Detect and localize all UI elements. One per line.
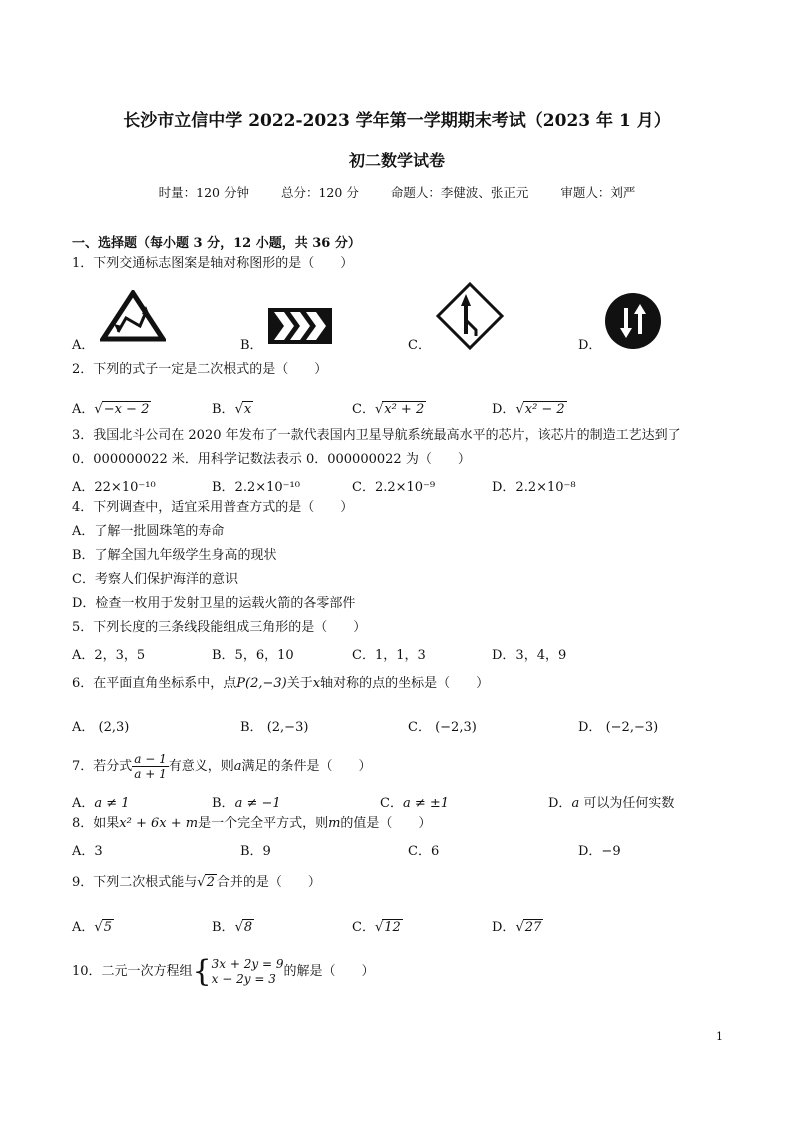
question-9-stem: 9．下列二次根式能与√2 合并的是（ ）: [72, 875, 321, 890]
q6-option-a: A． (2,3): [72, 720, 130, 735]
exam-authors: 命题人：李健波、张正元: [390, 185, 529, 200]
question-1-stem: 1．下列交通标志图案是轴对称图形的是（ ）: [72, 256, 354, 271]
fraction: $\frac{a - 1}{a + 1}$: [134, 752, 167, 781]
exam-title: 长沙市立信中学 2022-2023 学年第一学期期末考试（2023 年 1 月）: [123, 111, 671, 131]
question-7-stem: 7．若分式 $\frac{a - 1}{a + 1}$ 有意义，则a满足的条件是（ ）: [72, 752, 372, 781]
q4-option-b: B．了解全国九年级学生身高的现状: [72, 548, 277, 563]
q4-option-c: C．考察人们保护海洋的意识: [72, 572, 238, 587]
exam-subtitle: 初二数学试卷: [348, 151, 445, 170]
q5-option-c: C．1，1，3: [352, 648, 426, 663]
q2-option-b: B．√x: [212, 402, 252, 417]
q7-option-b: B．a ≠ −1: [212, 796, 281, 811]
q9-option-d: D．√27: [492, 920, 542, 935]
q8-option-a: A．3: [72, 844, 103, 859]
q6-option-c: C． (−2,3): [408, 720, 477, 735]
q5-option-b: B．5，6，10: [212, 648, 294, 663]
question-2-stem: 2．下列的式子一定是二次根式的是（ ）: [72, 362, 328, 377]
q3-option-d: D．2.2×10⁻⁸: [492, 480, 576, 495]
exam-time: 时量：120 分钟: [158, 185, 249, 200]
merge-sign-icon: [436, 282, 504, 350]
q4-option-a: A．了解一批圆珠笔的寿命: [72, 524, 225, 539]
exam-score: 总分：120 分: [280, 185, 359, 200]
page-number: 1: [716, 1030, 723, 1043]
q4-option-d: D．检查一枚用于发射卫星的运载火箭的各零部件: [72, 596, 356, 611]
q8-option-d: D．−9: [578, 844, 621, 859]
section-heading: 一、选择题（每小题 3 分，12 小题，共 36 分）: [72, 236, 361, 251]
q9-option-b: B．√8: [212, 920, 253, 935]
q8-option-c: C．6: [408, 844, 440, 859]
q7-option-c: C．a ≠ ±1: [380, 796, 450, 811]
q6-option-b: B． (2,−3): [240, 720, 309, 735]
equation-system: 3x + 2y = 9 x − 2y = 3: [211, 956, 284, 986]
q2-option-a: A．√−x − 2: [72, 402, 150, 417]
q2-option-c: C．√x² + 2: [352, 402, 425, 417]
question-3-stem-line1: 3．我国北斗公司在 2020 年发布了一款代表国内卫星导航系统最高水平的芯片，该芯片的制造工艺达到了: [72, 428, 681, 443]
q8-option-b: B．9: [240, 844, 271, 859]
q9-option-a: A．√5: [72, 920, 112, 935]
q9-option-c: C．√12: [352, 920, 401, 935]
question-8-stem: 8．如果x² + 6x + m是一个完全平方式，则m的值是（ ）: [72, 816, 432, 831]
question-3-stem-line2: 0．000000022 米．用科学记数法表示 0．000000022 为（ ）: [72, 452, 471, 467]
q2-option-d: D．√x² − 2: [492, 402, 565, 417]
q3-option-a: A．22×10⁻¹⁰: [72, 480, 156, 495]
q7-option-a: A．a ≠ 1: [72, 796, 130, 811]
question-5-stem: 5．下列长度的三条线段能组成三角形的是（ ）: [72, 620, 367, 635]
q5-option-a: A．2，3，5: [72, 648, 146, 663]
q1-option-c-label: C．: [408, 338, 431, 353]
q6-option-d: D． (−2,−3): [578, 720, 659, 735]
q3-option-b: B．2.2×10⁻¹⁰: [212, 480, 300, 495]
exam-meta: [0, 183, 794, 201]
q1-option-a-label: A．: [72, 338, 95, 353]
q1-option-d-label: D．: [578, 338, 602, 353]
turn-warning-sign-icon: [100, 290, 166, 342]
q5-option-d: D．3，4，9: [492, 648, 567, 663]
q1-option-b-label: B．: [240, 338, 263, 353]
question-4-stem: 4．下列调查中，适宜采用普查方式的是（ ）: [72, 500, 354, 515]
exam-reviewer: 审题人：刘严: [560, 185, 636, 200]
q7-option-d: D．a 可以为任何实数: [548, 796, 675, 811]
two-way-traffic-sign-icon: [604, 292, 662, 350]
question-10-stem: 10．二元一次方程组{ 3x + 2y = 9 x − 2y = 3 的解是（ ）: [72, 953, 375, 989]
chevron-sign-icon: [268, 308, 332, 344]
question-6-stem: 6．在平面直角坐标系中，点P(2,−3)关于x轴对称的点的坐标是（ ）: [72, 676, 490, 691]
q3-option-c: C．2.2×10⁻⁹: [352, 480, 436, 495]
